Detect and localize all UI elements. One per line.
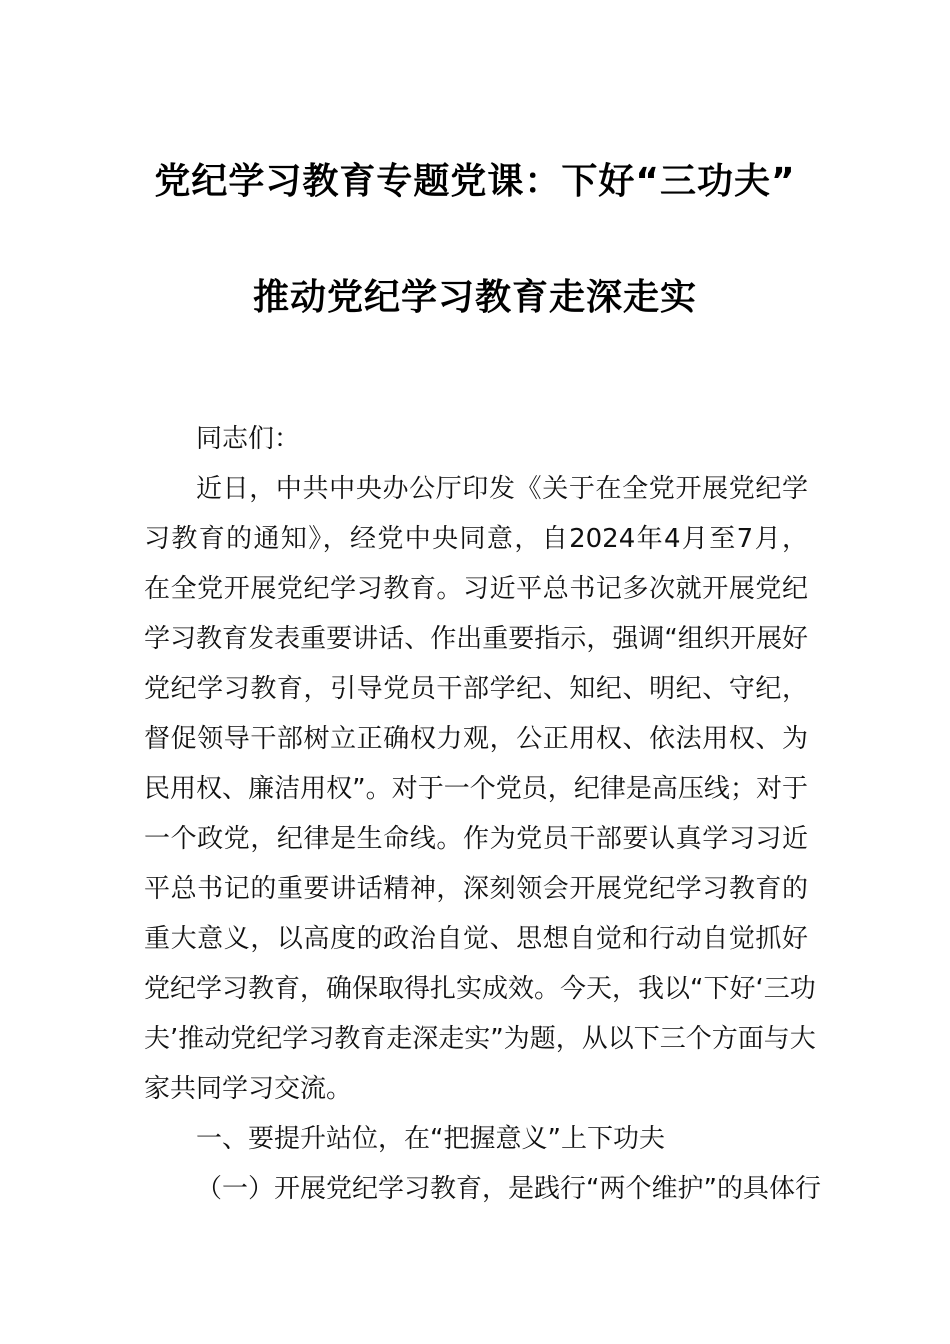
paragraph-line: 一个政党，纪律是生命线。作为党员干部要认真学习习近 [144, 824, 808, 854]
paragraph-line: 重大意义，以高度的政治自觉、思想自觉和行动自觉抓好 [144, 924, 808, 954]
paragraph-line: 学习教育发表重要讲话、作出重要指示，强调“组织开展好 [144, 624, 808, 654]
document-title-line-2: 推动党纪学习教育走深走实 [252, 277, 697, 318]
salutation [144, 414, 808, 464]
salutation-text: 同志们： [196, 424, 301, 454]
paragraph-line: 党纪学习教育，引导党员干部学纪、知纪、明纪、守纪， [144, 674, 808, 704]
paragraph-line: 在全党开展党纪学习教育。习近平总书记多次就开展党纪 [144, 574, 808, 604]
section-heading-1 [144, 1114, 808, 1164]
paragraph-line: 督促领导干部树立正确权力观，公正用权、依法用权、为 [144, 724, 808, 754]
paragraph-line: 习教育的通知》，经党中央同意，自2024年4月至7月， [144, 524, 808, 554]
paragraph-line: 家共同学习交流。 [144, 1074, 353, 1104]
paragraph-line: 夫’推动党纪学习教育走深走实”为题，从以下三个方面与大 [144, 1024, 816, 1054]
subsection-1 [144, 1164, 821, 1214]
paragraph-line: 近日，中共中央办公厅印发《关于在全党开展党纪学 [196, 474, 808, 504]
subsection-text: （一）开展党纪学习教育，是践行“两个维护”的具体行 [196, 1174, 821, 1204]
paragraph-line: 党纪学习教育，确保取得扎实成效。今天，我以“下好‘三功 [144, 974, 816, 1004]
section-heading-text: 一、要提升站位，在“把握意义”上下功夫 [196, 1124, 665, 1154]
paragraph-1 [144, 464, 816, 1114]
paragraph-line: 民用权、廉洁用权”。对于一个党员，纪律是高压线；对于 [144, 774, 808, 804]
paragraph-line: 平总书记的重要讲话精神，深刻领会开展党纪学习教育的 [144, 874, 808, 904]
document-title-line-1: 党纪学习教育专题党课：下好“三功夫” [154, 161, 796, 202]
